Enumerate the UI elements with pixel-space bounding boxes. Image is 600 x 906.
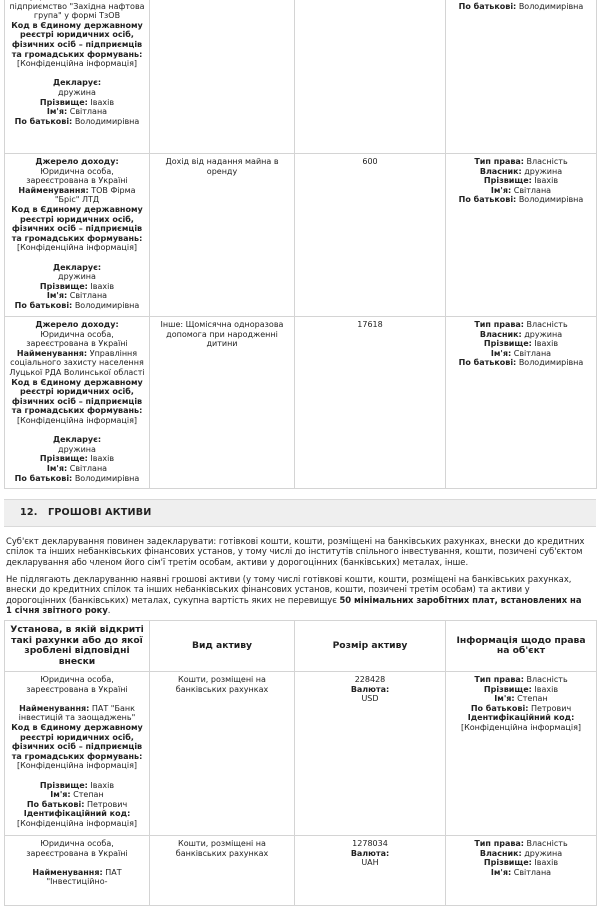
right-info-cell: [446, 836, 597, 906]
surname-label: Прізвище:: [39, 454, 88, 464]
declaration-exemption: Не підлягають декларуванню наявні грошові активи (у тому числі готівкові кошти, кошти, розміщені на банківських рахунках, внески до кредитних спілок та інших небанківських фінансових установ, кошти, позичені третім особам) та активи у дорогоцінних (банківських) металах, сукупна вартість яких не перевищує 50 мінімальних заробітних плат, встановлених на 1 січня звітного року.: [6, 574, 582, 615]
id-code-label: Ідентифікаційний код:: [467, 713, 575, 723]
first-name-value: Світлана: [69, 291, 108, 301]
income-source-cell: [5, 154, 150, 317]
surname-value: Івахів: [90, 454, 115, 464]
right-type-label: Тип права:: [474, 320, 524, 329]
first-name-value: Світлана: [513, 348, 552, 358]
surname-label: Прізвище:: [483, 858, 532, 868]
surname-label: Прізвище:: [39, 281, 88, 291]
asset-amount: 228428: [354, 675, 386, 684]
right-type-label: Тип права:: [474, 839, 524, 848]
surname-value: Івахів: [90, 780, 115, 790]
table-row: [5, 836, 597, 906]
income-amount-cell: 600: [295, 154, 446, 317]
patronymic-label: По батькові:: [458, 358, 517, 368]
income-row: [5, 154, 597, 317]
monetary-assets-table: [4, 620, 597, 906]
source-code-value: [Конфіденційна інформація]: [16, 415, 138, 425]
source-name-value: Управління соціального захисту населення Луцької РДА Волинської області: [9, 348, 145, 377]
right-type-label: Тип права:: [474, 675, 524, 684]
declarant-value: дружина: [58, 272, 96, 282]
institution-name-value: ПАТ "Інвестиційно-: [46, 867, 122, 887]
currency-value: UAH: [361, 858, 379, 868]
surname-label: Прізвище:: [39, 97, 88, 107]
source-name-value: ТОВ Фірма "Брiс" ЛТД: [54, 185, 136, 205]
income-amount-cell: [295, 0, 446, 154]
id-code-value: [Конфіденційна інформація]: [16, 818, 138, 828]
institution-name-label: Найменування:: [19, 703, 90, 713]
source-type: Юридична особа, зареєстрована в Україні: [26, 329, 128, 349]
currency-label: Валюта:: [350, 848, 390, 858]
first-name-label: Ім'я:: [46, 463, 68, 473]
patronymic-label: По батькові:: [470, 703, 529, 713]
institution-type: Юридична особа, зареєстрована в Україні: [26, 675, 128, 694]
income-source-label: Джерело доходу:: [35, 320, 119, 329]
patronymic-value: Петрович: [86, 799, 128, 809]
right-type-label: Тип права:: [474, 157, 524, 166]
surname-label: Прізвище:: [39, 780, 88, 790]
id-code-label: Ідентифікаційний код:: [23, 809, 131, 819]
source-name-value: підприємство "Західна нафтова група" у формі ТзОВ: [9, 1, 145, 21]
patronymic-label: По батькові:: [14, 116, 73, 126]
first-name-label: Ім'я:: [494, 694, 515, 704]
id-code-value: [Конфіденційна інформація]: [460, 722, 582, 732]
first-name-label: Ім'я:: [50, 790, 71, 800]
patronymic-value: Володимирівна: [74, 116, 140, 126]
income-amount-cell: 17618: [295, 317, 446, 489]
asset-type-cell: Кошти, розміщені на банківських рахунках: [150, 836, 295, 906]
first-name-label: Ім'я:: [490, 348, 512, 358]
first-name-value: Світлана: [69, 463, 108, 473]
surname-value: Івахів: [90, 281, 115, 291]
income-row: [5, 0, 597, 154]
declarant-label: Декларує:: [52, 78, 102, 88]
first-name-label: Ім'я:: [490, 867, 512, 877]
patronymic-value: Володимирівна: [74, 300, 140, 310]
income-row: [5, 317, 597, 489]
right-type-value: Власність: [526, 320, 568, 329]
column-header-right-info: Інформація щодо права на об'єкт: [446, 621, 597, 672]
first-name-value: Світлана: [69, 107, 108, 117]
institution-code-value: [Конфіденційна інформація]: [16, 761, 138, 771]
source-code-label: Код в Єдиному державному реєстрі юридичних осіб, фізичних осіб – підприємців та громадських формувань:: [11, 377, 143, 416]
patronymic-label: По батькові:: [14, 300, 73, 310]
first-name-value: Степан: [517, 694, 548, 704]
column-header-institution: Установа, в якій відкриті такі рахунки або до якої зроблені відповідні внески: [5, 621, 150, 672]
patronymic-label: По батькові:: [14, 473, 73, 483]
surname-value: Івахів: [534, 684, 559, 694]
surname-value: Івахів: [90, 97, 115, 107]
owner-label: Власник:: [479, 166, 522, 176]
right-type-value: Власність: [526, 675, 568, 684]
asset-type-cell: Кошти, розміщені на банківських рахунках: [150, 672, 295, 836]
declarant-value: дружина: [58, 444, 96, 454]
declarant-label: Декларує:: [52, 435, 102, 445]
currency-label: Валюта:: [350, 684, 390, 694]
patronymic-label: По батькові:: [26, 799, 85, 809]
surname-value: Івахів: [534, 858, 559, 868]
declarant-label: Декларує:: [52, 262, 102, 272]
column-header-asset-amount: Розмір активу: [295, 621, 446, 672]
right-type-value: Власність: [526, 157, 568, 166]
patronymic-value: Володимирівна: [74, 473, 140, 483]
patronymic-value: Володимирівна: [518, 1, 584, 11]
income-kind-cell: Дохід від надання майна в оренду: [150, 154, 295, 317]
income-kind-cell: [150, 0, 295, 154]
patronymic-label: По батькові:: [458, 195, 517, 205]
surname-value: Івахів: [534, 176, 559, 186]
income-source-cell: [5, 0, 150, 154]
owner-value: дружина: [524, 329, 563, 339]
income-source-label: Джерело доходу:: [35, 157, 119, 166]
owner-label: Власник:: [479, 329, 522, 339]
asset-amount-cell: [295, 672, 446, 836]
asset-amount-cell: [295, 836, 446, 906]
institution-name-label: Найменування:: [32, 867, 103, 877]
surname-label: Прізвище:: [483, 176, 532, 186]
owner-value: дружина: [524, 848, 563, 858]
source-code-label: Код в Єдиному державному реєстрі юридичних осіб, фізичних осіб – підприємців та громадських формувань:: [11, 204, 143, 243]
first-name-label: Ім'я:: [46, 291, 68, 301]
source-code-value: [Конфіденційна інформація]: [16, 59, 138, 69]
institution-code-label: Код в Єдиному державному реєстрі юридичних осіб, фізичних осіб – підприємців та громадських формувань:: [11, 722, 143, 761]
owner-value: дружина: [524, 166, 563, 176]
income-kind-cell: Інше: Щомісячна одноразова допомога при народженні дитини: [150, 317, 295, 489]
patronymic-value: Володимирівна: [518, 358, 584, 368]
institution-cell: [5, 672, 150, 836]
institution-type: Юридична особа, зареєстрована в Україні: [26, 839, 128, 858]
institution-name-value: ПАТ "Банк інвестицій та заощаджень": [18, 703, 136, 723]
table-row: [5, 672, 597, 836]
declarant-value: дружина: [58, 87, 96, 97]
source-type: Юридична особа, зареєстрована в Україні: [26, 166, 128, 186]
owner-label: Власник:: [479, 848, 522, 858]
declaration-instructions: Суб'єкт декларування повинен задекларувати: готівкові кошти, кошти, розміщені на банківських рахунках, внески до кредитних спілок та інших небанківських фінансових установ, у тому числі до інститутів спільного інвестування, кошти, позичені суб'єктом декларування або членом його сім'ї третім особам, активи у дорогоцінних (банківських) металах, інше.: [6, 536, 585, 567]
right-info-cell: [446, 672, 597, 836]
surname-value: Івахів: [534, 339, 559, 349]
income-rights-cell: [446, 0, 597, 154]
patronymic-label: По батькові:: [458, 1, 517, 11]
patronymic-value: Володимирівна: [518, 195, 584, 205]
source-code-label: Код в Єдиному державному реєстрі юридичних осіб, фізичних осіб – підприємців та громадських формувань:: [11, 20, 143, 59]
surname-label: Прізвище:: [483, 684, 532, 694]
patronymic-value: Петрович: [530, 703, 572, 713]
source-name-label: Найменування:: [18, 185, 89, 195]
first-name-label: Ім'я:: [46, 107, 68, 117]
section-number: 12.: [20, 507, 38, 518]
surname-label: Прізвище:: [483, 339, 532, 349]
first-name-label: Ім'я:: [490, 185, 512, 195]
source-code-value: [Конфіденційна інформація]: [16, 243, 138, 253]
first-name-value: Світлана: [513, 867, 552, 877]
right-type-value: Власність: [526, 839, 568, 848]
income-rights-cell: [446, 154, 597, 317]
table-header-row: [5, 621, 597, 672]
column-header-asset-type: Вид активу: [150, 621, 295, 672]
first-name-value: Степан: [73, 790, 104, 800]
first-name-value: Світлана: [513, 185, 552, 195]
section-title: ГРОШОВІ АКТИВИ: [48, 507, 152, 518]
income-source-cell: [5, 317, 150, 489]
source-name-label: Найменування:: [16, 348, 88, 358]
section-header: [4, 499, 596, 527]
income-table: [4, 0, 597, 489]
institution-cell: [5, 836, 150, 906]
income-rights-cell: [446, 317, 597, 489]
currency-value: USD: [361, 694, 379, 704]
asset-amount: 1278034: [352, 839, 388, 848]
